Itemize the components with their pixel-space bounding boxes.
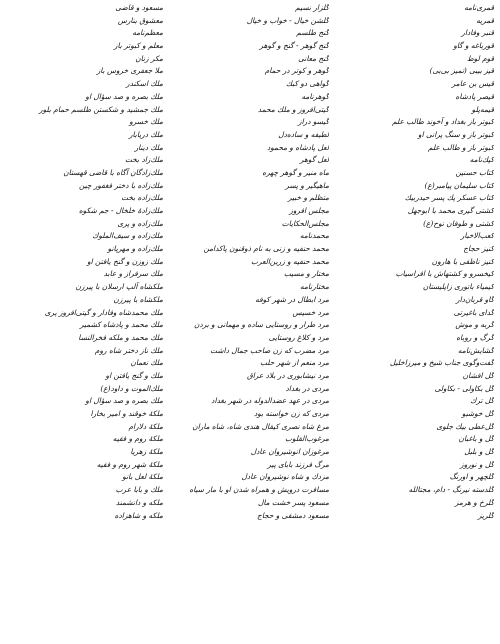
list-item: گل و نوروز [460,459,494,469]
list-item: ماه منير و گوهر چهره [262,167,329,177]
list-item: مرد و كلاغ روستايى [268,332,329,342]
list-item: مكر زنان [135,53,163,63]
column-right [329,2,494,644]
list-item: گنج گوهر - گنج و گوهر [259,41,329,51]
list-item: ملك محمد و ملكه فخرالنسا [78,332,163,342]
list-item: ملك سرفراز و عابد [103,269,163,279]
list-item: مردى كه زن خواسته بود [254,409,329,418]
list-item: معلم و كبوتر باز [113,41,163,51]
list-item: ملك‌الموت و داود(ع) [100,383,163,393]
list-item: كنيز حجاج [463,244,494,254]
list-item: كپك‌نامه [469,155,494,165]
list-item: ملك محمد و پادشاه كشمير [79,320,163,330]
list-item: ملكهٔ خوقند و امير بخارا [90,409,163,418]
list-item: گداى باغيرتى [453,307,494,317]
list-item: ملك دينار [134,142,163,152]
list-item: مرد طرار و روستايى ساده و مهمانى و بردن [193,320,329,330]
list-item: ملك‌زادگان آگاه با قاضى قهستان [63,167,163,177]
list-item: ملك بصره و صد سؤال او [85,91,163,101]
list-item: لعل پادشاه و محمود [266,142,329,152]
list-item: گل‌عطى بيك جلوى [436,421,494,431]
list-item: كنيز ناظقى با هارون [431,256,494,266]
list-item: ملك‌زاده با دختر فغفور چين [79,180,163,190]
list-item: ملك‌زاده و مهرپانو [107,244,163,254]
list-item: گوهرنامه [301,91,329,101]
list-item: ملك نعمان [130,358,163,368]
list-item: گلرخ و هرمز [454,497,494,507]
list-item: ملك‌زاده و پرى [117,218,163,228]
list-item: گل و باغبان [458,434,494,444]
list-item: ملك‌زاد بخت [125,155,163,165]
list-item: گرگ و روباه [456,332,494,342]
list-item: كشتى و طوفان نوح(ع) [423,218,494,228]
list-item: مرغوب‌القلوب [285,434,329,444]
list-item: ملا جعفرى خروس باز [96,66,163,76]
list-item: گلدسته نيرنگ - دام، مجتالله [408,485,494,495]
list-item: مزدك و شاه نوشيروان عادل [241,472,329,482]
list-item: مختارنامه [299,282,329,292]
list-item: لعل گوهر [299,155,329,165]
list-item: محمدنامه [299,231,329,241]
list-item: گلزار نسيم [295,3,329,12]
list-item: مسعود پسر خشت مال [257,497,329,507]
list-item: ملك‌زادهٔ خلخال - جم شكوه [78,206,163,215]
list-item: ملكهٔ روم و فقيه [112,434,163,444]
list-item: گنج طلسم [296,28,329,38]
list-item: قوم لوط [466,53,494,63]
list-item: ماهيگير و پسر [285,180,329,190]
list-item: ملكه و دانشمند [115,497,163,507]
list-item: مرگ فرزند بابای پير [267,459,329,469]
list-item: گشايش‌نامه [457,345,494,355]
list-item: گواهى دو كبك [286,79,329,89]
list-item: قمرى‌نامه [464,3,494,12]
list-item: مرد خسيس [292,307,329,317]
list-item: ملك و بابا عرب [115,485,163,495]
list-item: ملكهٔ زهريا [130,447,163,457]
list-item: كيخسرو و كشتهاش با افراسياب [395,269,494,279]
list-item: گنج معانى [298,53,329,63]
list-item: مسعود دمشقى و حجاج [257,510,329,520]
list-item: ملك‌زاده بخت [121,193,163,203]
list-item: كبوتر باز و سنگ پرانى او [418,129,494,139]
list-item: گيتى‌افروز و ملك محمد [257,104,329,114]
list-item: قنبر وفادار [461,28,494,38]
list-item: ملك ناز دختر شاه روم [94,345,163,355]
list-item: مرغوزان انوشيروان عادل [250,447,329,457]
list-item: ملك بصره و صد سؤال او [85,396,163,406]
list-item: كتاب عسكر پك پسر حيدربيك [404,193,494,203]
list-item: ملك اسكندر [126,79,163,89]
list-item: مرد ابطال در شهر كوفه [255,294,329,304]
list-item: مجلس‌الحكايات [281,218,329,228]
list-item: مسافرت درويش و همراه شدن او با مار سياه [189,485,329,495]
list-item: مرغ شاه نصرى كيقال هندى شاه، شاه ماران [192,421,329,431]
list-item: قيس بن عامر [451,79,494,89]
list-item: معشوق بنارس [117,15,163,25]
list-item: گل خوشبو [461,409,494,418]
list-item: ملكهٔ شهر روم و فقيه [96,459,163,469]
list-item: لطيفه و ساده‌دل [278,129,329,139]
list-item: ملكه و شاهزاده [114,510,163,520]
list-item: ملك دريابار [128,129,163,139]
list-item: گل و بلبل [464,447,494,457]
list-item: ملكهٔ دلارام [128,421,163,431]
list-item: گل بكاولى - بكاولى [434,383,494,393]
list-item: قيمه‌پلو [471,104,494,114]
list-item: ملك زوزن و گنج يافتن او [87,256,163,266]
list-item: مرد مضرب كه زن صاحب جمال داشت [210,345,329,355]
list-item: مرد منعم از شهر حلب [260,358,329,368]
list-item: قورباغه و گاو [453,41,494,51]
list-item: گفت‌وگوى جناب شيخ و ميرزاخليل [389,358,494,368]
list-item: كيمياء باتورى زاپليستان [422,282,494,292]
list-item: قيصر پادشاه [455,91,494,101]
list-item: گل افشان [462,370,494,380]
list-item: كبوتر باز و طالب علم [428,142,494,152]
list-item: كبوتر باز بغداد و آخوند طالب علم [392,117,494,127]
list-item: گلشن خيال - خواب و خيال [246,15,329,25]
list-item: مردى در بغداد [285,383,329,393]
list-item: مردى در عهد عضدالدوله در شهر بغداد [211,396,329,406]
list-item: كعب‌الاخبار [460,231,494,241]
list-item: گل ترك [470,396,494,406]
list-item: ملك‌زاده و سيف‌الملوك [92,231,163,241]
list-item: كتاب حسنين [455,167,494,177]
list-item: محمد حنفيه و زرين‌العرب [251,256,329,266]
list-item: قمريه [476,15,494,25]
list-item: ملكشاه آلپ ارسلان با پيرزن [75,282,163,292]
list-item: گربه و موش [455,320,494,330]
list-item: گاو قربان‌دار [456,294,494,304]
column-left [10,2,163,644]
list-item: گوهر و كوتر در حمام [264,66,329,76]
list-item: كتاب سليمان پيامبر(ع) [424,180,494,190]
list-item: متظلم و خبير [288,193,329,203]
list-item: محمد حنفيه و زنى به نام ذوقنون پاكدامن [203,244,329,254]
list-item: ملك خسرو [129,117,163,127]
list-item: معظم‌نامه [132,28,163,38]
list-item: مسعود و قاضى [115,3,163,12]
list-item: ملكهٔ لعل بانو [122,472,163,482]
list-item: ملك محمدشاه وفادار و گيتى‌افروز پرى [44,307,163,317]
column-middle [163,2,329,644]
list-item: مرد نيشابورى در بلاد عراق [247,370,329,380]
list-item: قيز بيبى (تميز بى‌بى) [429,66,494,76]
list-item: ملك جمشيد و شكستن طلسم حمام بلور [39,104,163,114]
list-item: مجلس افروز [289,206,329,215]
list-item: مختار و مسيب [283,269,329,279]
list-item: گيسو دراز [298,117,329,127]
list-item: ملكشاه با پيرزن [113,294,163,304]
list-item: كشتى گيرى محمد با ابوجهل [407,206,494,215]
list-item: گلريز [477,510,494,520]
list-item: گلچهر و اورنگ [449,472,494,482]
list-item: ملك و گنج يافتن او [105,370,163,380]
